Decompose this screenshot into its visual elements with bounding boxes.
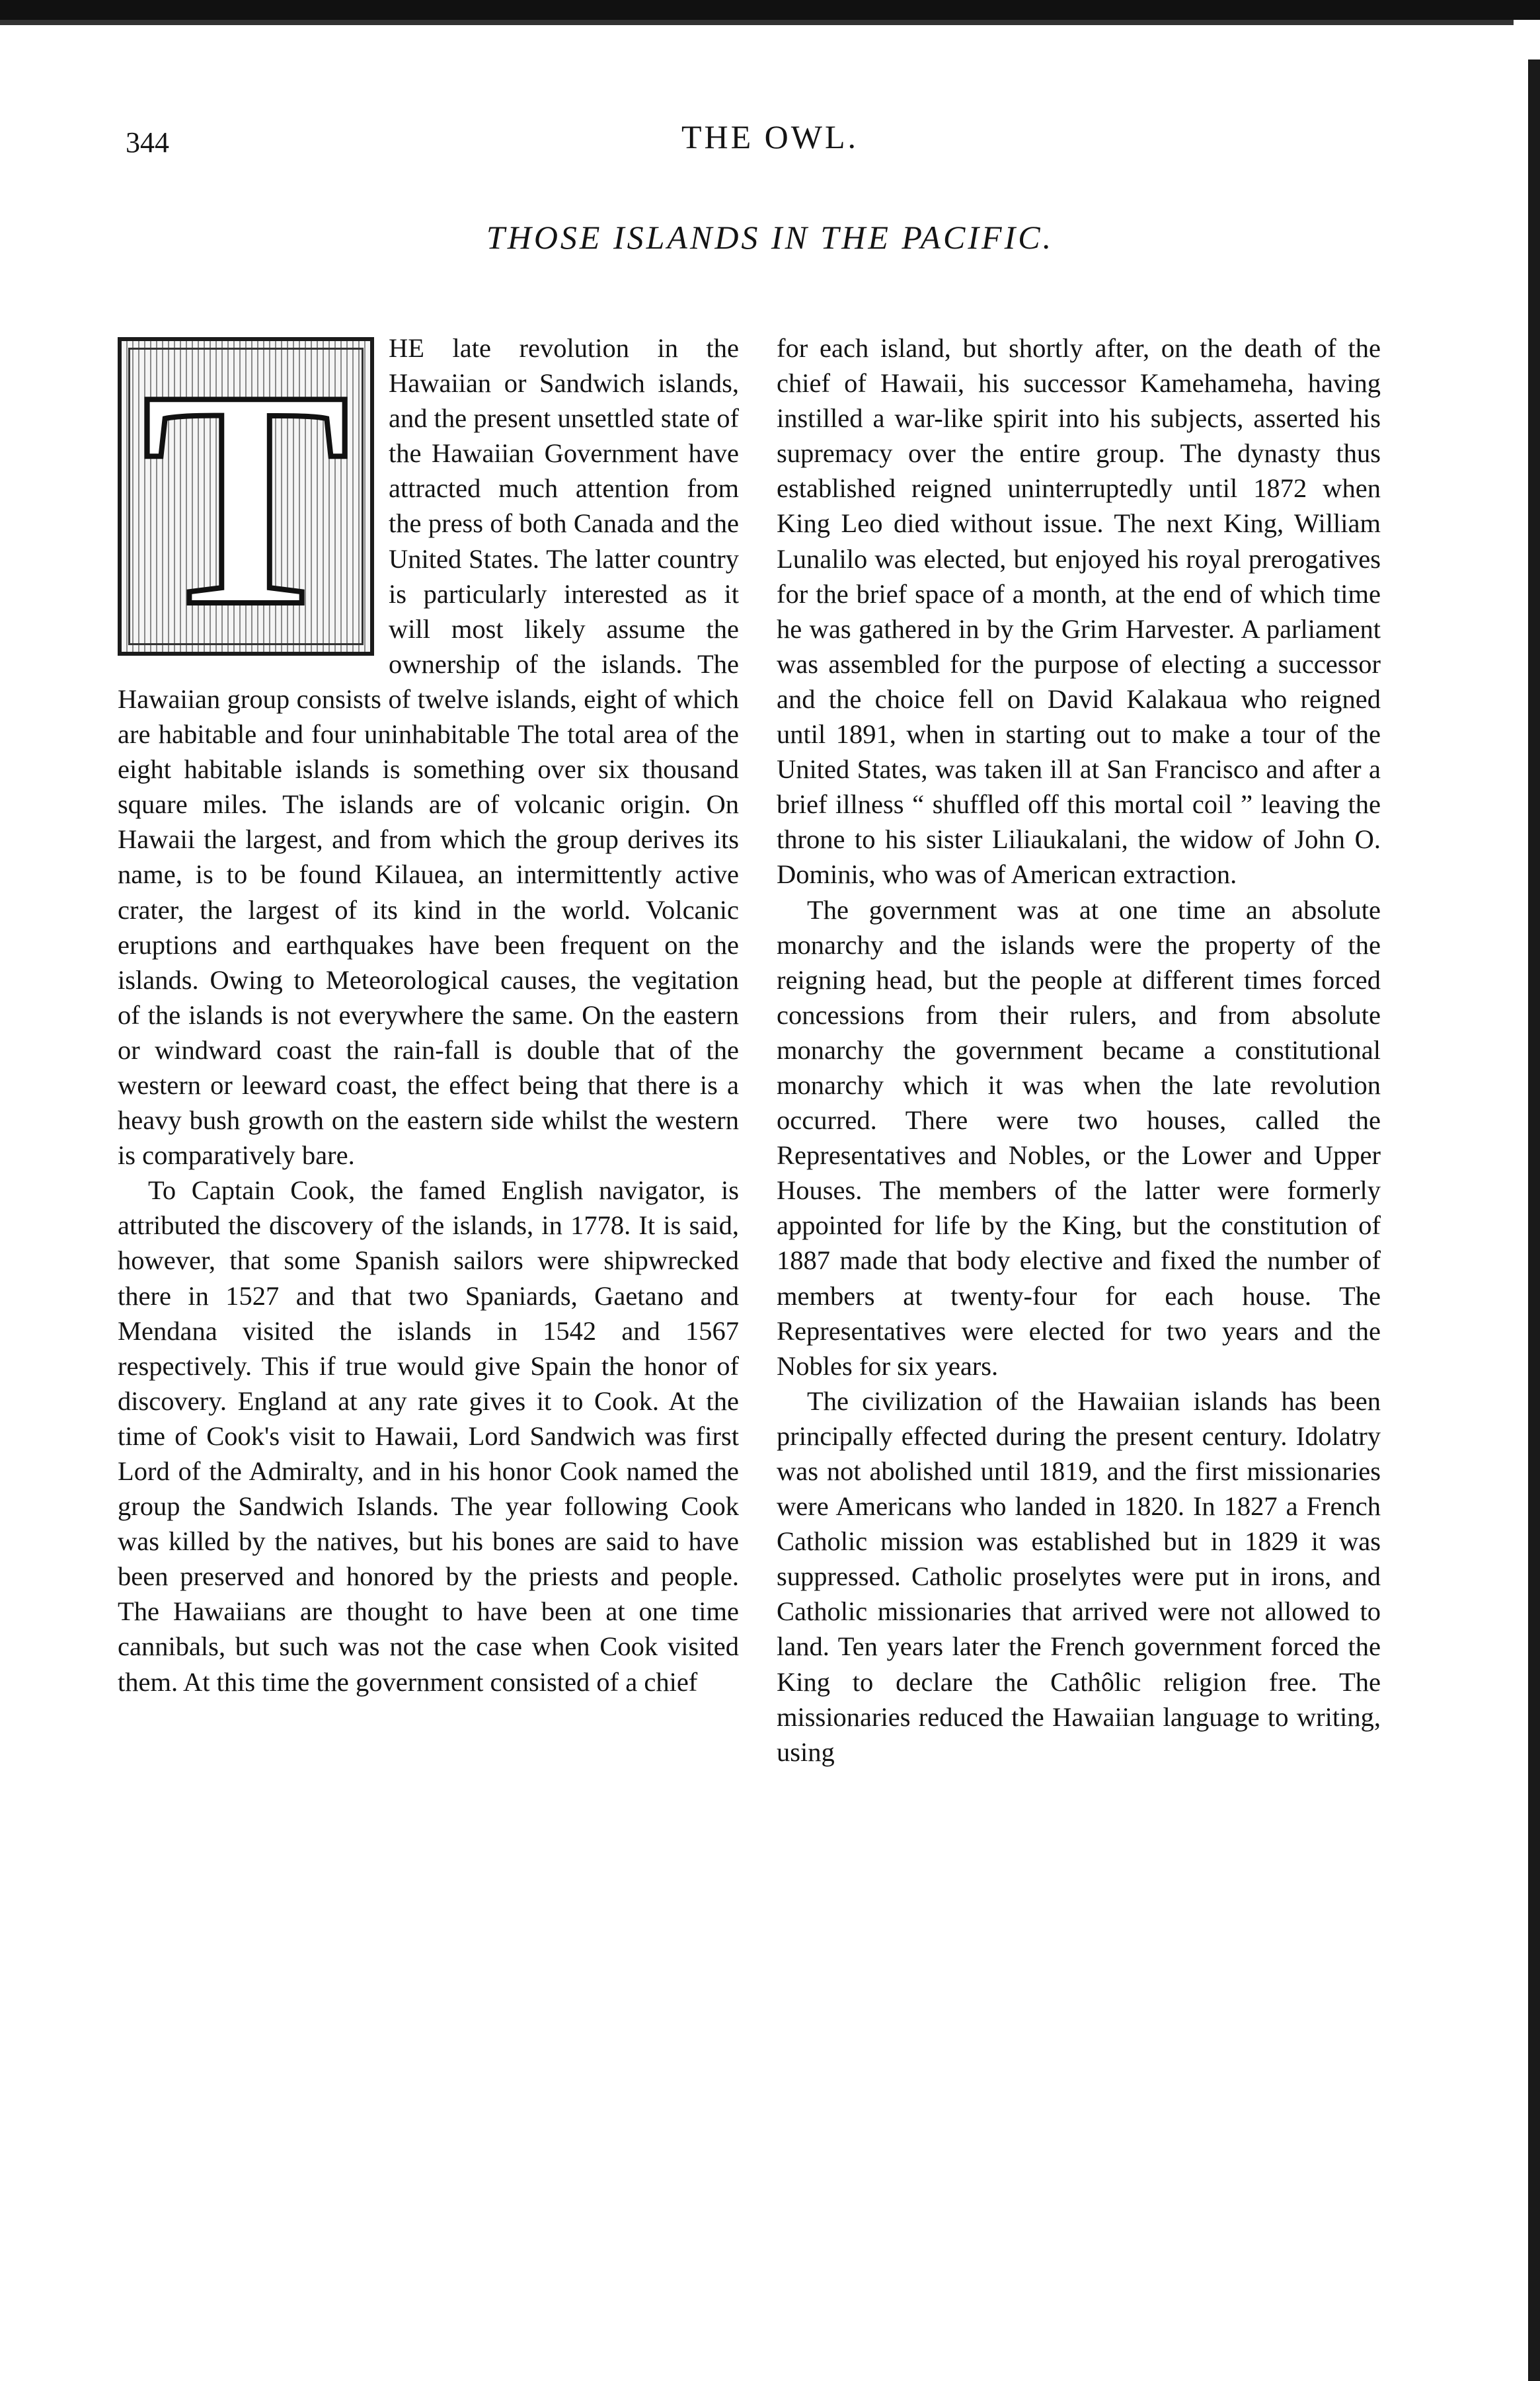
page-edge-shadow	[1528, 59, 1540, 2381]
left-column	[118, 331, 739, 1699]
paragraph: To Captain Cook, the famed English navigator, is attributed the discovery of the islands, in 1778. It is said, however, that some Spanish sailors were shipwrecked there in 1527 and that two Spaniards, Gaetano and Mendana visited the islands in 1542 and 1567 respectively. This if true would give Spain the honor of discovery. England at any rate gives it to Cook. At the time of Cook's visit to Hawaii, Lord Sandwich was first Lord of the Admiralty, and in his honor Cook named the group the Sandwich Islands. The year following Cook was killed by the natives, but his bones are said to have been preserved and honored by the priests and people. The Hawaiians are thought to have been at one time cannibals, but such was not the case when Cook visited them. At this time the government consisted of a chief	[118, 1175, 739, 1697]
paragraph: The civilization of the Hawaiian islands has been principally effected during the present century. Idolatry was not abolished until 1819, and the first missionaries were Americans who landed in 1820. In 1827 a French Catholic mission was established but in 1829 it was suppressed. Catholic proselytes were put in irons, and Catholic missionaries that arrived were not allowed to land. Ten years later the French government forced the King to declare the Cathôlic religion free. The missionaries reduced the Hawaiian language to writing, using	[777, 1386, 1381, 1767]
paragraph: HE late revolution in the Hawaiian or Sandwich islands, and the present unsettled state of the Hawaiian Government have attracted much attention from the press of both Canada and the United States. The latter country is particularly interested as it will most likely assume the ownership of the islands. The Hawaiian group consists of twelve islands, eight of which are habitable and four uninhabitable The total area of the eight habitable islands is something over six thousand square miles. The islands are of volcanic origin. On Hawaii the largest, and from which the group derives its name, is to be found Kilauea, an intermittently active crater, the largest of its kind in the world. Volcanic eruptions and earthquakes have been frequent on the islands. Owing to Meteorological causes, the vegitation of the islands is not everywhere the same. On the eastern or windward coast the rain-fall is double that of the western or leeward coast, the effect being that there is a heavy bush growth on the eastern side whilst the western is comparatively bare.	[118, 333, 739, 1171]
top-border-rule-shadow	[0, 20, 1514, 25]
dropcap-letter: T	[142, 337, 350, 656]
decorative-dropcap	[118, 337, 374, 656]
running-head: THE OWL.	[681, 118, 859, 155]
paragraph: for each island, but shortly after, on the death of the chief of Hawaii, his successor Kamehameha, having instilled a war-like spirit into his subjects, asserted his supremacy over the entire group. The dynasty thus established reigned uninterruptedly until 1872 when King Leo died without issue. The next King, William Lunalilo was elected, but enjoyed his royal prerogatives for the brief space of a month, at the end of which time he was gathered in by the Grim Harvester. A parliament was assembled for the purpose of electing a successor and the choice fell on David Kalakaua who reigned until 1891, when in starting out to make a tour of the United States, was taken ill at San Francisco and after a brief illness “ shuffled off this mortal coil ” leaving the throne to his sister Liliaukalani, the widow of John O. Dominis, who was of American extraction.	[777, 333, 1381, 890]
right-column	[777, 331, 1381, 1770]
article-title: THOSE ISLANDS IN THE PACIFIC.	[486, 219, 1054, 256]
paragraph: The government was at one time an absolute monarchy and the islands were the property of the reigning head, but the people at different times forced concessions from their rulers, and from absolute monarchy the government became a constitutional monarchy which it was when the late revolution occurred. There were two houses, called the Representatives and Nobles, or the Lower and Upper Houses. The members of the latter were formerly appointed for life by the King, but the constitution of 1887 made that body elective and fixed the number of members at twenty-four for each house. The Representatives were elected for two years and the Nobles for six years.	[777, 894, 1381, 1381]
top-border-rule	[0, 0, 1540, 20]
page-number: 344	[126, 126, 169, 159]
